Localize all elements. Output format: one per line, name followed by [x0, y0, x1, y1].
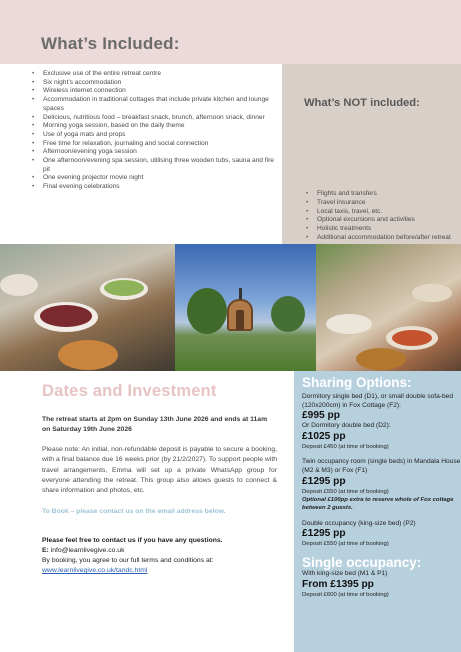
list-item: • Travel insurance [304, 199, 454, 208]
list-item: • One evening projector movie night [30, 174, 278, 183]
list-item: • Delicious, nutritious food – breakfast snack, brunch, afternoon snack, dinner [30, 114, 278, 123]
price-dormitory-double: £1025 pp [302, 431, 346, 443]
dates-title: Dates and Investment [42, 382, 217, 400]
included-list [30, 70, 278, 192]
list-item: • Exclusive use of the entire retreat centre [30, 70, 278, 79]
outdoor-dining-photo [316, 244, 461, 371]
list-item: • Afternoon/evening yoga session [30, 148, 278, 157]
list-item: • Use of yoga mats and props [30, 131, 278, 140]
option-double: Double occupancy (king-size bed) (P2) [302, 519, 416, 527]
list-item: • Morning yoga session, based on the daily theme [30, 122, 278, 131]
option-twin: Twin occupancy room (single beds) in Mandala House (M2 & M3) or Fox (F1) [302, 458, 461, 474]
optional-extra-note: Optional £100pp extra to reserve whole of Fox cottage between 2 guests. [302, 496, 454, 511]
list-item: • Wireless internet connection [30, 87, 278, 96]
terms-text: By booking, you agree to our full terms and conditions at: [42, 557, 214, 565]
pricing-panel [294, 371, 461, 652]
price-dormitory: £995 pp [302, 410, 340, 422]
single-occupancy-title: Single occupancy: [302, 555, 422, 571]
retreat-dates: The retreat starts at 2pm on Sunday 13th June 2026 and ends at 11am on Saturday 19th June 2026 [42, 416, 268, 433]
list-item: • Free time for relaxation, journaling and social connection [30, 140, 278, 149]
list-item: • Accommodation in traditional cottages that include private kitchen and lounge spaces [30, 96, 278, 113]
email-label: E: [42, 547, 49, 555]
terms-link[interactable]: www.learnlivegive.co.uk/tandc.html [42, 567, 148, 575]
deposit-double: Deposit £550 (at time of booking) [302, 541, 389, 548]
header-banner [0, 0, 461, 64]
included-section [30, 70, 278, 192]
to-book-text: To Book – please contact us on the email address below. [42, 508, 226, 516]
page-title: What’s Included: [41, 34, 180, 53]
list-item: • Flights and transfers [304, 190, 454, 199]
deposit-single: Deposit £600 (at time of booking) [302, 591, 389, 598]
list-item: • Optional excursions and activities [304, 216, 454, 225]
sauna-photo [175, 244, 316, 371]
photo-strip [0, 244, 461, 371]
food-table-photo [0, 244, 175, 371]
price-double: £1295 pp [302, 528, 346, 540]
email-line [42, 546, 277, 556]
deposit-note: Please note: An initial, non-refundable deposit is payable to secure a booking, with a final balance due 16 weeks prior (by 21/2/2027). To support people with travel arrangements, Emma will set up a private WhatsApp group for everyone attending the retreat. This group also allows guests to connect & share information and photos, etc. [42, 446, 277, 495]
list-item: • Six night’s accommodation [30, 79, 278, 88]
not-included-title: What’s NOT included: [304, 97, 420, 109]
list-item: • Holistic treatments [304, 225, 454, 234]
option-dormitory: Dormitory single bed (D1), or small double sofa-bed (120x200cm) in Fox Cottage (F2): [302, 393, 453, 409]
sharing-options-title: Sharing Options: [302, 375, 412, 390]
dates-section [42, 382, 277, 576]
list-item: • Final evening celebrations [30, 183, 278, 192]
list-item: • Local taxis, travel, etc. [304, 208, 454, 217]
contact-text: Please feel free to contact us if you have any questions. [42, 537, 223, 545]
list-item: • Additional accommodation before/after retreat [304, 234, 454, 252]
not-included-panel [282, 64, 461, 244]
deposit-dormitory: Deposit £450 (at time of booking) [302, 444, 389, 451]
list-item: • One afternoon/evening spa session, utilising three wooden tubs, sauna and fire pit [30, 157, 278, 174]
email-address[interactable]: info@learnlivegive.co.uk [50, 547, 125, 555]
price-single: From £1395 pp [302, 578, 374, 590]
option-dormitory-double: Or Dormitory double bed (D2): [302, 422, 391, 430]
price-twin: £1295 pp [302, 475, 346, 487]
option-single: With king-size bed (M1 & P1) [302, 570, 388, 578]
deposit-twin: Deposit £550 (at time of booking) [302, 488, 389, 495]
